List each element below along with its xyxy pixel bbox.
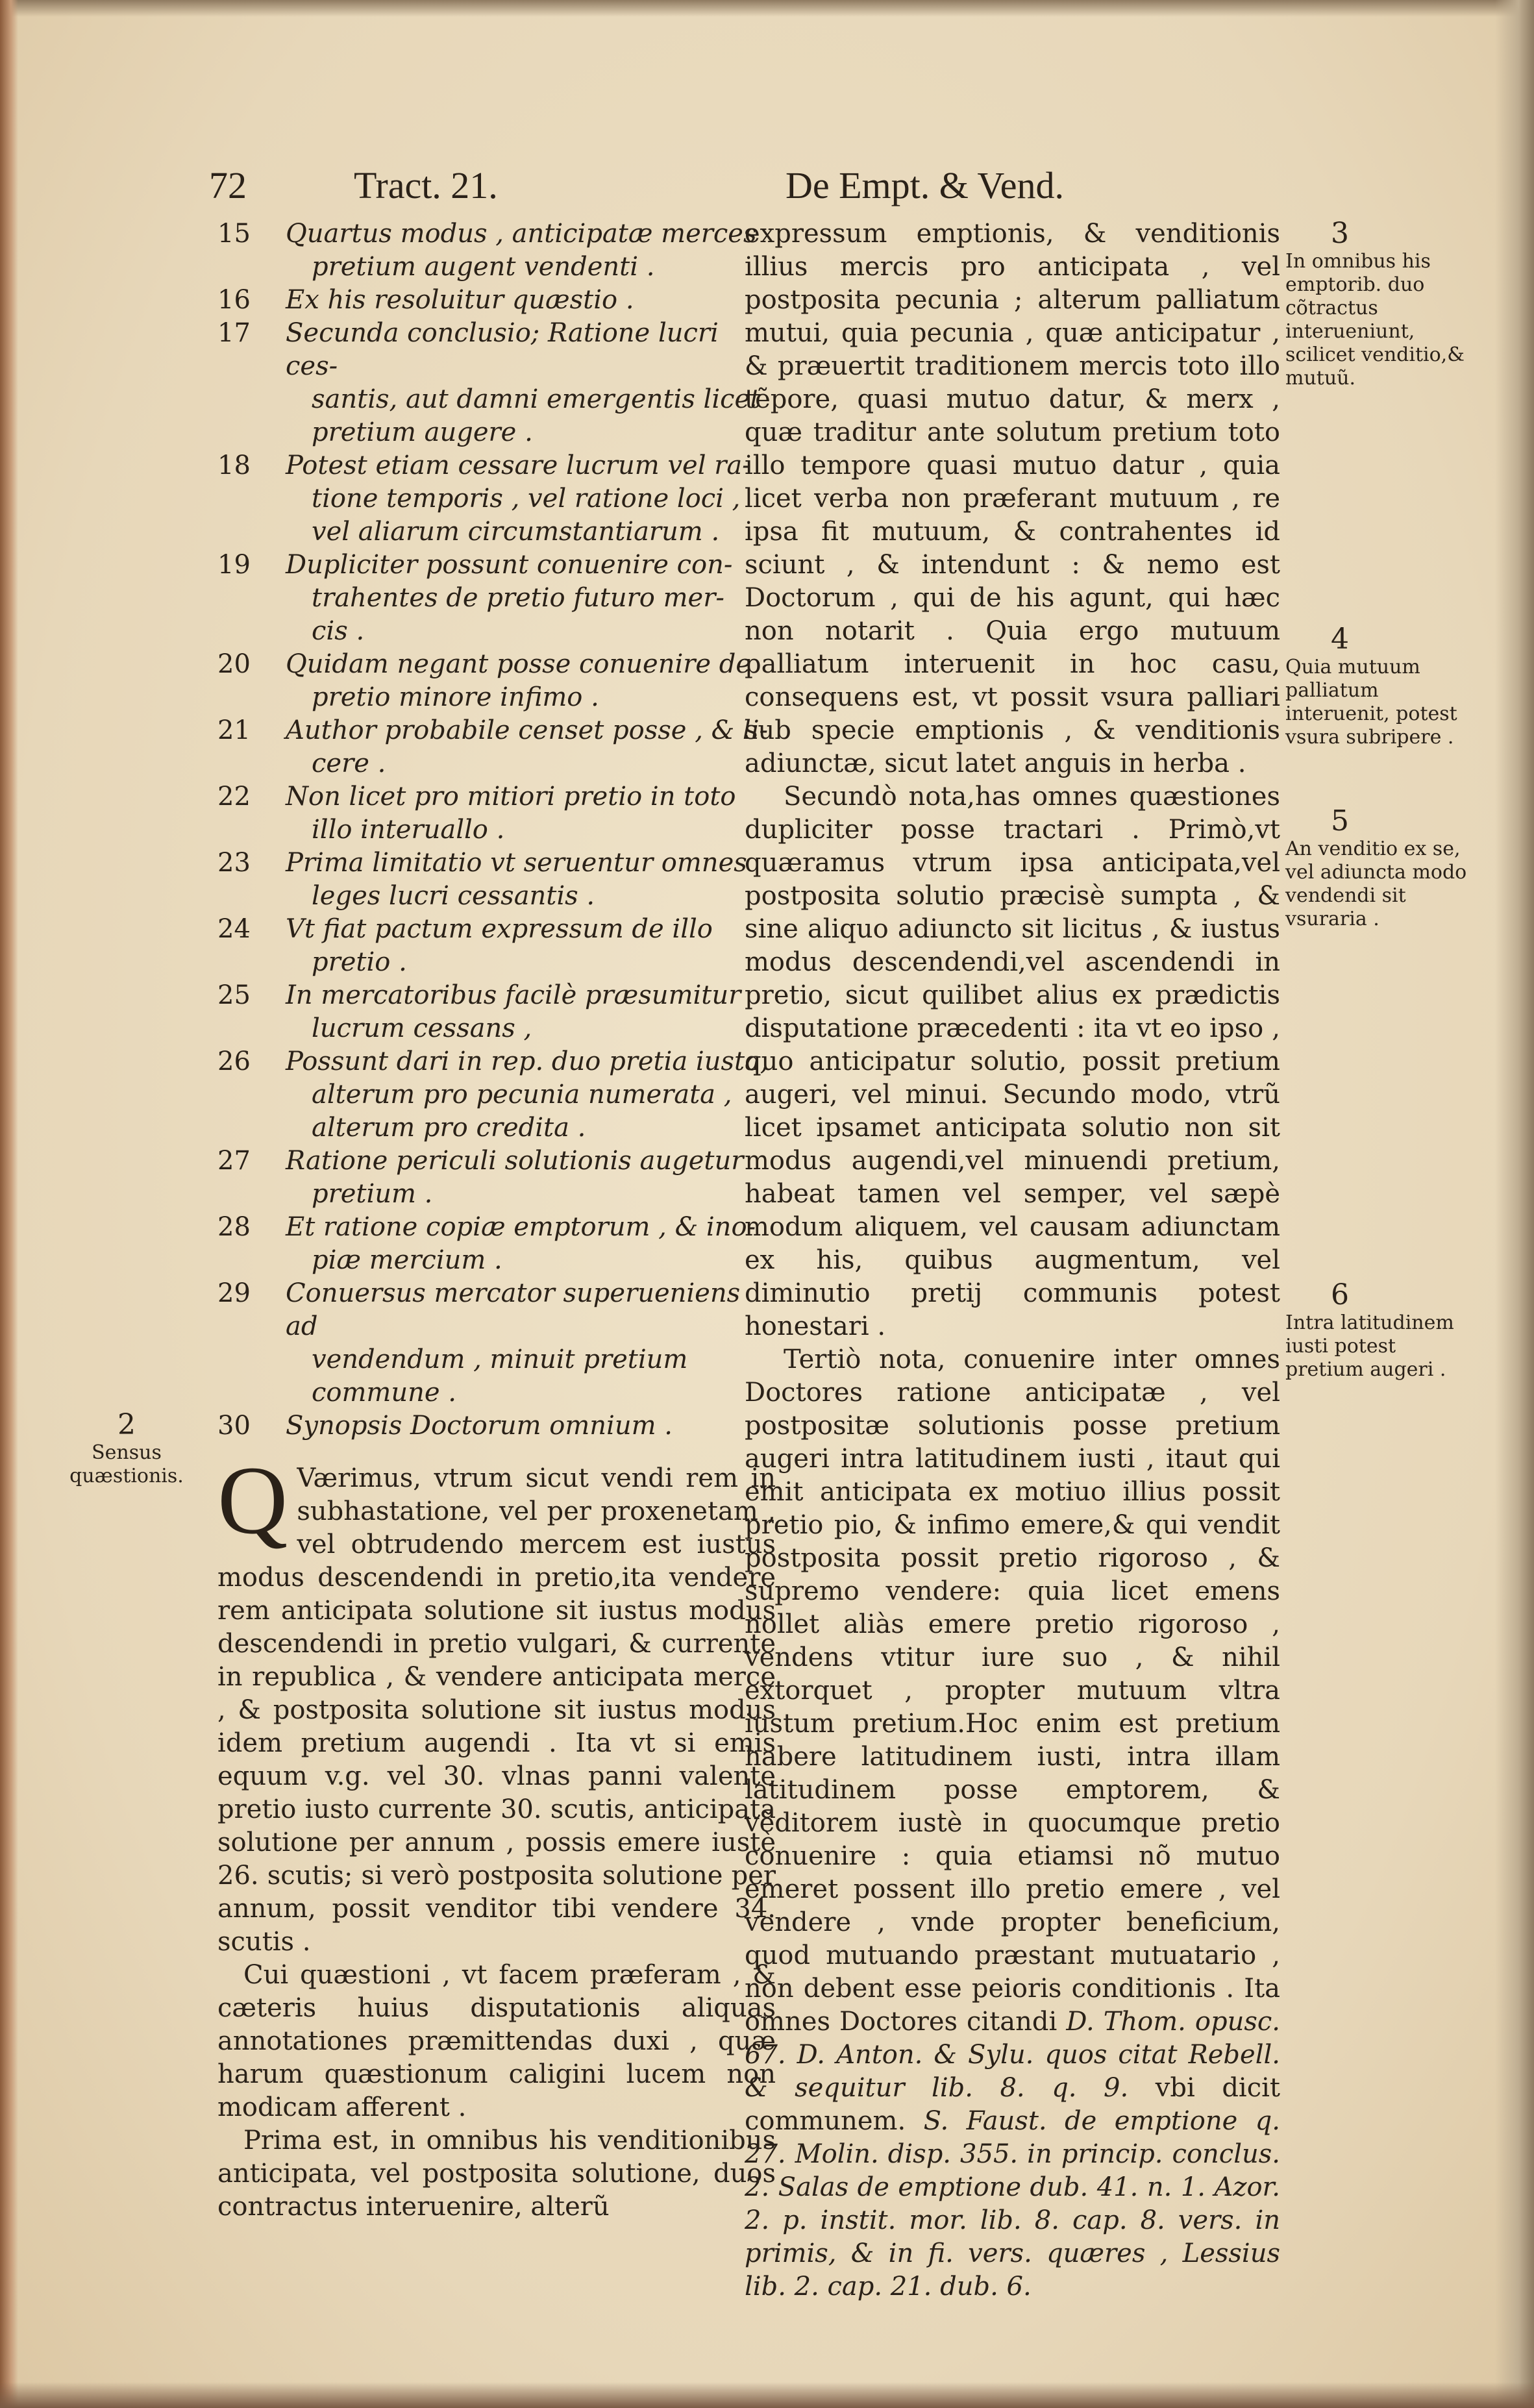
summary-line: alterum pro pecunia numerata , [312, 1080, 732, 1110]
summary-line: In mercatoribus facilè præsumitur [286, 980, 741, 1010]
summary-item [217, 714, 776, 780]
summary-line: Possunt dari in rep. duo pretia iusta, [286, 1047, 769, 1076]
summary-line: pretio . [312, 947, 407, 977]
summary-number: 21 [217, 715, 251, 745]
margin-note-4 [1285, 623, 1480, 749]
summary-number: 24 [217, 914, 251, 944]
summary-line: Quartus modus , anticipatæ merces [286, 219, 757, 249]
summary-line: alterum pro credita . [312, 1113, 586, 1143]
summary-number: 15 [217, 219, 251, 249]
left-paragraph-2: Cui quæstioni , vt facem præferam , & cæteris huius disputationis aliquas annotationes præmittendas duxi , quæ harum quæstionum caligini lucem non modicam afferent . [217, 1960, 776, 2122]
summary-item [217, 1045, 776, 1145]
summary-line: vendendum , minuit pretium [312, 1345, 688, 1374]
summary-item [217, 1211, 776, 1277]
summary-item [217, 1409, 776, 1443]
summary-line: trahentes de pretio futuro mer- [312, 583, 724, 613]
summary-line: Conuersus mercator superueniens ad [286, 1278, 741, 1341]
summary-line: Quidam negant posse conuenire de [286, 649, 752, 679]
summary-line: Dupliciter possunt conuenire con- [286, 550, 733, 580]
summary-line: Synopsis Doctorum omnium . [286, 1411, 673, 1441]
summary-item [217, 1277, 776, 1409]
summary-line: lucrum cessans , [312, 1013, 532, 1043]
summary-item [217, 284, 776, 317]
right-column [745, 217, 1280, 2303]
summary-number: 23 [217, 848, 251, 878]
summary-number: 16 [217, 285, 251, 315]
margin-note-text: Quia mutuum palliatum interuenit, potest vsura subripere . [1285, 656, 1457, 749]
summary-number: 30 [217, 1411, 251, 1441]
summary-line: commune . [312, 1378, 456, 1408]
summary-line: Non licet pro mitiori pretio in toto [286, 782, 736, 812]
citation-2: S. Faust. de emptione q. 27. Molin. disp. 355. in princip. conclus. 2. Salas de emptione dub. 41. n. 1. Azor. 2. p. instit. mor. lib. 8. cap. 8. vers. in primis, & in fi. vers. quæres , Lessius lib. 2. cap. 21. dub. 6. [745, 2106, 1280, 2302]
summary-line: pretium augere . [312, 417, 533, 447]
summary-line: Ratione periculi solutionis augetur [286, 1146, 744, 1176]
summary-line: cis . [312, 616, 365, 646]
left-paragraph-1: Værimus, vtrum sicut vendi rem in subhastatione, vel per proxenetam , vel obtrudendo mercem est iustus modus descendendi in pretio,ita vendere rem anticipata solutione sit iustus modus descendendi in pretio vulgari, & currente in republica , & vendere anticipata merce , & postposita solutione sit iustus modus idem pretium augendi . Ita vt si emis equum v.g. vel 30. vlnas panni valente pretio iusto currente 30. scutis, anticipata solutione per annum , possis emere iustè 26. scutis; si verò postposita solutione per annum, possit venditor tibi vendere 34. scutis . [217, 1463, 776, 1957]
margin-note-2 [65, 1409, 188, 1488]
right-paragraph-3 [745, 1343, 1280, 2303]
margin-note-number: 6 [1331, 1278, 1349, 1311]
summary-item [217, 979, 776, 1045]
summary-item [217, 217, 776, 284]
margin-note-3 [1285, 217, 1480, 390]
summary-line: pretium augent vendenti . [312, 252, 655, 282]
margin-note-number: 4 [1331, 623, 1349, 656]
summary-line: santis, aut damni emergentis licet [312, 384, 761, 414]
margin-note-number: 2 [118, 1408, 136, 1441]
summary-number: 19 [217, 550, 251, 580]
margin-note-text: Sensus quæstionis. [69, 1441, 184, 1487]
summary-line: pretio minore infimo . [312, 682, 599, 712]
page-number: 72 [209, 164, 247, 206]
summary-item [217, 648, 776, 714]
margin-note-text: Intra latitudinem iusti potest pretium augeri . [1285, 1311, 1454, 1381]
page-title: De Empt. & Vend. [786, 164, 1065, 206]
right-paragraph-2: Secundò nota,has omnes quæstiones dupliciter posse tractari . Primò,vt quæramus vtrum ipsa anticipata,vel postposita solutio præcisè sumpta , & sine aliquo adiuncto sit licitus , & iustus modus descendendi,vel ascendendi in pretio, sicut quilibet alius ex prædictis disputatione præcedenti : ita vt eo ipso , quo anticipatur solutio, possit pretium augeri, vel minui. Secundo modo, vtrũ licet ipsamet anticipata solutio non sit modus augendi,vel minuendi pretium, habeat tamen vel semper, vel sæpè modum aliquem, vel causam adiunctam ex his, quibus augmentum, vel diminutio pretij communis potest honestari . [745, 782, 1280, 1341]
tract-label: Tract. 21. [354, 164, 498, 206]
margin-note-text: An venditio ex se, vel adiuncta modo vendendi sit vsuraria . [1285, 838, 1467, 930]
summary-number: 26 [217, 1047, 251, 1076]
summary-number: 28 [217, 1212, 251, 1242]
summary-number: 29 [217, 1278, 251, 1308]
summary-item [217, 913, 776, 979]
summary-item [217, 847, 776, 913]
right-paragraph-1: expressum emptionis, & venditionis illius mercis pro anticipata , vel postposita pecunia ; alterum palliatum mutui, quia pecunia , quæ anticipatur , & præuertit traditionem mercis toto illo tẽpore, quasi mutuo datur, & merx , quæ traditur ante solutum pretium toto illo tempore quasi mutuo datur , quia licet verba non præferant mutuum , re ipsa fit mutuum, & contrahentes id sciunt , & intendunt : & nemo est Doctorum , qui de his agunt, qui hæc non notarit . Quia ergo mutuum palliatum interuenit in hoc casu, consequens est, vt possit vsura palliari sub specie emptionis , & venditionis adiunctæ, sicut latet anguis in herba . [745, 219, 1280, 778]
summary-item [217, 1145, 776, 1211]
left-body-text [217, 1446, 776, 2224]
margin-note-text: In omnibus his emptorib. duo cõtractus interueniunt, scilicet venditio,& mutuũ. [1285, 250, 1465, 390]
margin-note-number: 5 [1331, 804, 1349, 838]
citation-1: D. Thom. opusc. 67. D. Anton. & Sylu. quos citat Rebell. & sequitur lib. 8. q. 9. [745, 2007, 1280, 2103]
summary-item [217, 317, 776, 449]
summary-line: Prima limitatio vt seruentur omnes [286, 848, 747, 878]
summary-item [217, 549, 776, 648]
summary-number: 18 [217, 451, 251, 480]
page-right-edge [1495, 0, 1534, 2408]
summary-line: Et ratione copiæ emptorum , & ino- [286, 1212, 756, 1242]
summary-number: 17 [217, 318, 251, 348]
left-paragraph-3: Prima est, in omnibus his venditionibus anticipata, vel postposita solutione, duos contractus interuenire, alterũ [217, 2126, 776, 2222]
margin-note-6 [1285, 1279, 1480, 1382]
summary-number: 22 [217, 782, 251, 812]
summary-line: leges lucri cessantis . [312, 881, 595, 911]
summary-item [217, 780, 776, 847]
citation-connector: vbi dicit communem. [745, 2073, 1280, 2136]
summary-line: vel aliarum circumstantiarum . [312, 517, 720, 547]
summary-line: Author probabile censet posse , & li- [286, 715, 769, 745]
summary-item [217, 449, 776, 549]
summary-line: piæ mercium . [312, 1245, 502, 1275]
summary-line: pretium . [312, 1179, 433, 1209]
summary-number: 25 [217, 980, 251, 1010]
summary-line: Ex his resoluitur quæstio . [286, 285, 634, 315]
running-header [0, 164, 1534, 216]
summary-line: illo interuallo . [312, 815, 505, 845]
summary-line: Secunda conclusio; Ratione lucri ces- [286, 318, 719, 381]
summary-number: 20 [217, 649, 251, 679]
drop-cap: Q [217, 1446, 288, 1554]
summary-line: Vt fiat pactum expressum de illo [286, 914, 713, 944]
margin-note-5 [1285, 805, 1480, 931]
right-paragraph-3-text: Tertiò nota, conuenire inter omnes Doctores ratione anticipatæ , vel postpositæ solutionis posse pretium augeri intra latitudinem iusti , itaut qui emit anticipata ex motiuo illius possit pretio pio, & infimo emere,& qui vendit postposita possit pretio rigoroso , & supremo vendere: quia licet emens nollet aliàs emere pretio rigoroso , vendens vtitur iure suo , & nihil extorquet , propter mutuum vltra iustum pretium.Hoc enim est pretium habere latitudinem iusti, intra illam latitudinem posse emptorem, & vẽditorem iustè in quocumque pretio conuenire : quia etiamsi nõ mutuo emeret possent illo pretio emere , vel vendere , vnde propter beneficium, quod mutuando præstant mutuatario , non debent esse peioris conditionis . Ita omnes Doctores citandi [745, 1345, 1280, 2037]
summary-list [217, 217, 776, 1443]
left-column [217, 217, 776, 2224]
page-top-edge [0, 0, 1534, 17]
summary-line: tione temporis , vel ratione loci , [312, 484, 741, 514]
summary-line: cere . [312, 749, 386, 778]
summary-line: Potest etiam cessare lucrum vel ra- [286, 451, 751, 480]
page-bottom-edge [0, 2382, 1534, 2408]
summary-number: 27 [217, 1146, 251, 1176]
margin-note-number: 3 [1331, 217, 1349, 250]
page-left-edge [0, 0, 18, 2408]
